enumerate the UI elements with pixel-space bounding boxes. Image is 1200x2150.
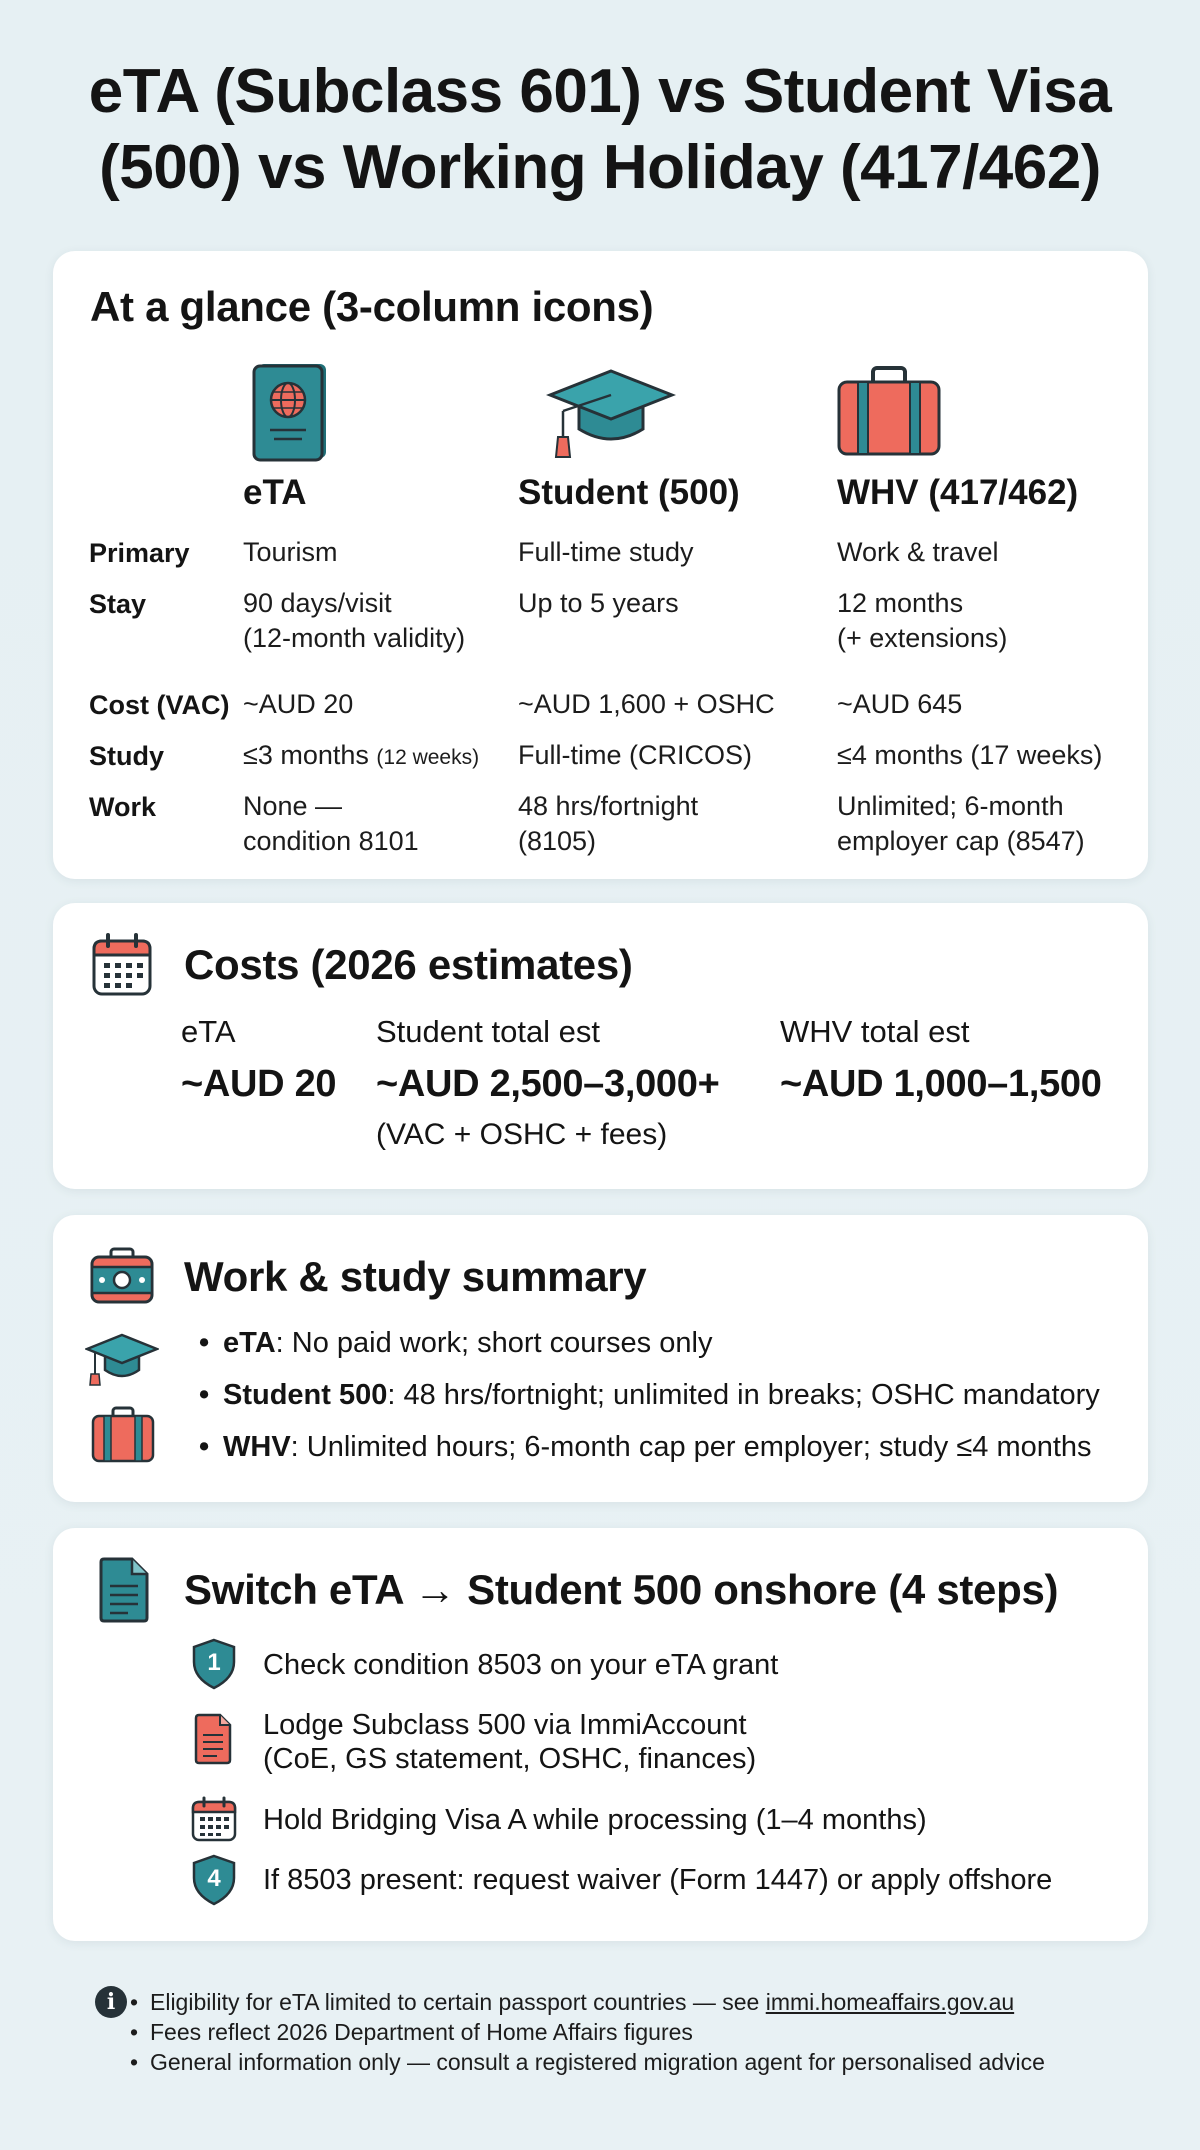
step-4-text: If 8503 present: request waiver (Form 1447) or apply offshore: [263, 1864, 1053, 1896]
cell-eta-study: [243, 738, 479, 775]
cost-label-eta: eTA: [181, 1014, 236, 1049]
suitcase-icon: [836, 366, 942, 458]
cell-student-work: [518, 789, 698, 859]
title-line-1: eTA (Subclass 601) vs Student Visa: [88, 57, 1112, 126]
cell-whv-stay-line2: (+ extensions): [837, 623, 1008, 653]
cell-student-work-line2: (8105): [518, 826, 597, 856]
row-label-stay: Stay: [89, 589, 147, 619]
row-label-primary: Primary: [89, 538, 190, 568]
info-icon: i: [95, 1986, 127, 2018]
step-2-line2: (CoE, GS statement, OSHC, finances): [263, 1743, 757, 1775]
step-2-document-icon: [193, 1713, 233, 1765]
cost-note-student: (VAC + OSHC + fees): [376, 1118, 668, 1151]
at-a-glance-card: [53, 251, 1148, 879]
footer-link[interactable]: immi.homeaffairs.gov.au: [765, 1989, 1015, 2015]
cost-label-student: Student total est: [376, 1014, 601, 1049]
step-2-line1: Lodge Subclass 500 via ImmiAccount: [263, 1709, 747, 1741]
cell-student-work-line1: 48 hrs/fortnight: [518, 791, 699, 821]
money-icon: [89, 1247, 155, 1305]
step-4-number: 4: [207, 1865, 221, 1892]
step-2-text: [263, 1708, 756, 1776]
bullet-eta-bold: eTA: [223, 1327, 276, 1359]
step-4-shield-icon: [191, 1854, 237, 1906]
cost-value-whv: ~AUD 1,000–1,500: [780, 1063, 1102, 1105]
work-study-heading: Work & study summary: [184, 1253, 647, 1300]
bullet-whv-text: : Unlimited hours; 6-month cap per employer; study ≤4 months: [290, 1431, 1092, 1463]
cell-eta-study-main: ≤3 months: [243, 740, 369, 770]
bullet-student: [223, 1379, 1100, 1412]
bullet-eta: [223, 1327, 712, 1360]
cell-student-stay: Up to 5 years: [518, 588, 679, 618]
col-head-student: Student (500): [518, 473, 740, 512]
cell-whv-work-line2: employer cap (8547): [837, 826, 1085, 856]
cell-whv-stay-line1: 12 months: [837, 588, 964, 618]
cell-whv-study: ≤4 months (17 weeks): [837, 740, 1103, 770]
suitcase-small-icon: [91, 1406, 155, 1464]
page-title: [0, 54, 1200, 206]
cell-whv-work: [837, 789, 1085, 859]
bullet-whv-bold: WHV: [223, 1431, 291, 1463]
cell-whv-cost: ~AUD 645: [837, 689, 963, 719]
switch-card: [53, 1528, 1148, 1941]
cell-student-study: Full-time (CRICOS): [518, 740, 752, 770]
glance-heading: At a glance (3-column icons): [90, 283, 654, 330]
bullet-student-text: : 48 hrs/fortnight; unlimited in breaks; OSHC mandatory: [387, 1379, 1100, 1411]
passport-icon: [250, 362, 330, 462]
col-head-whv: WHV (417/462): [837, 473, 1079, 512]
step-3-calendar-icon: [191, 1796, 237, 1842]
cost-label-whv: WHV total est: [780, 1014, 970, 1049]
bullet-eta-text: : No paid work; short courses only: [275, 1327, 713, 1359]
row-label-study: Study: [89, 741, 165, 771]
cell-eta-work-line1: None —: [243, 791, 343, 821]
bullet-whv: [223, 1431, 1092, 1464]
costs-heading: Costs (2026 estimates): [184, 941, 633, 988]
col-head-eta: eTA: [243, 473, 307, 512]
calendar-icon: [91, 933, 153, 997]
cell-student-primary: Full-time study: [518, 537, 694, 567]
footer-line-2: • Fees reflect 2026 Department of Home Affairs figures: [150, 2019, 693, 2046]
step-1-number: 1: [207, 1649, 221, 1676]
cell-eta-study-small: (12 weeks): [376, 746, 480, 769]
cell-eta-work-line2: condition 8101: [243, 826, 419, 856]
cost-value-student: ~AUD 2,500–3,000+: [376, 1063, 720, 1105]
row-label-cost: Cost (VAC): [89, 690, 230, 720]
step-3-text: Hold Bridging Visa A while processing (1–4 months): [263, 1804, 927, 1836]
switch-heading: Switch eTA → Student 500 onshore (4 steps): [184, 1566, 1059, 1613]
title-line-2: (500) vs Working Holiday (417/462): [99, 133, 1101, 202]
cell-eta-stay: [243, 586, 465, 656]
cell-eta-primary: Tourism: [243, 537, 338, 567]
footer-line-1-text: Eligibility for eTA limited to certain passport countries — see: [150, 1989, 766, 2015]
cell-eta-stay-line2: (12-month validity): [243, 623, 466, 653]
cell-eta-cost: ~AUD 20: [243, 689, 354, 719]
graduation-cap-icon: [546, 367, 676, 463]
cell-eta-work: [243, 789, 419, 859]
graduation-cap-small-icon: [85, 1332, 159, 1388]
footer-line-3: • General information only — consult a registered migration agent for personalised advice: [150, 2049, 1045, 2076]
footer-line-1: [150, 1989, 1014, 2016]
cost-value-eta: ~AUD 20: [181, 1063, 337, 1105]
cell-whv-primary: Work & travel: [837, 537, 999, 567]
cell-whv-work-line1: Unlimited; 6-month: [837, 791, 1064, 821]
row-label-work: Work: [89, 792, 157, 822]
step-1-text: Check condition 8503 on your eTA grant: [263, 1649, 779, 1681]
step-1-shield-icon: [191, 1638, 237, 1690]
bullet-student-bold: Student 500: [223, 1379, 388, 1411]
cell-whv-stay: [837, 586, 1007, 656]
work-study-card: [53, 1215, 1148, 1502]
cell-eta-stay-line1: 90 days/visit: [243, 588, 392, 618]
costs-card: [53, 903, 1148, 1189]
document-icon: [98, 1556, 150, 1624]
cell-student-cost: ~AUD 1,600 + OSHC: [518, 689, 775, 719]
